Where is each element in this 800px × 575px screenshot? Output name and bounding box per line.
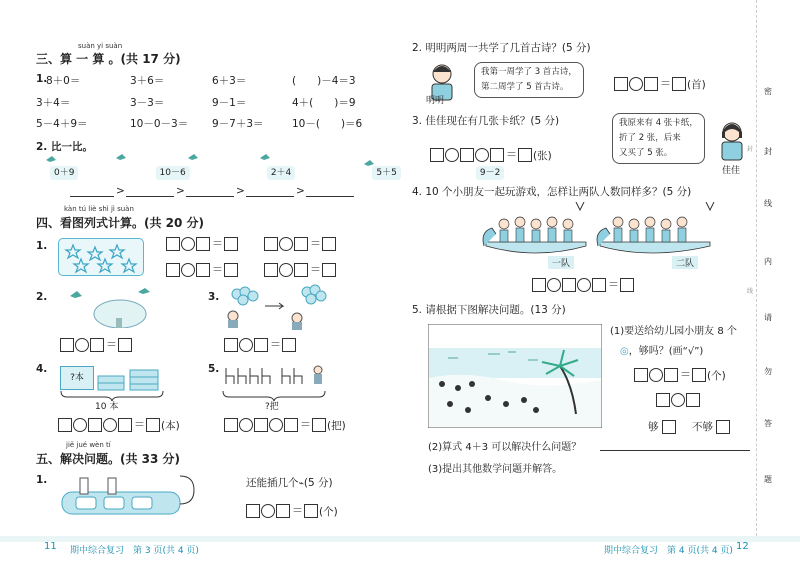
operator-circle[interactable] [239, 338, 253, 352]
answer-box[interactable] [224, 418, 238, 432]
gt-4: > [296, 185, 305, 197]
operator-circle[interactable] [261, 504, 275, 518]
side-char-1: 密 [764, 87, 772, 96]
answer-box[interactable] [294, 237, 308, 251]
p4-label: 4. [36, 363, 48, 375]
q1-r1c1: 8＋0＝ [46, 75, 81, 87]
s1-label: 1. [36, 474, 48, 486]
q1-r2c4: 4＋( )＝9 [292, 97, 356, 109]
page-num-right: 12 [736, 541, 749, 552]
q1-r2c2: 3－3＝ [130, 97, 165, 109]
dragon-boats-icon [480, 202, 720, 264]
gt-2: > [176, 185, 185, 197]
operator-circle[interactable] [269, 418, 283, 432]
r-q5-sub2: (2)算式 4＋3 可以解决什么问题？ [428, 442, 582, 453]
r-q2-bubble-line1: 我第一周学了 3 首古诗， [481, 67, 577, 77]
p5-label: 5. [208, 363, 220, 375]
answer-box[interactable] [224, 263, 238, 277]
answer-box[interactable] [118, 338, 132, 352]
side-char-8: 题 [764, 475, 772, 484]
operator-circle[interactable] [577, 278, 591, 292]
r-q4-text: 4. 10 个小朋友一起玩游戏，怎样让两队人数同样多？(5 分) [412, 186, 692, 198]
r-q5-eq2 [656, 392, 701, 407]
notenough-label: 不够 [692, 421, 713, 433]
operator-circle[interactable] [279, 237, 293, 251]
enough-option [648, 419, 676, 434]
side-char-3: 线 [764, 199, 772, 208]
operator-circle[interactable] [103, 418, 117, 432]
p2-label: 2. [36, 291, 48, 303]
side-char-2: 封 [764, 147, 772, 156]
s1-score: (5 分) [303, 477, 333, 489]
r-q3-eq: ＝ (张) [430, 147, 553, 163]
r-q2-bubble [474, 62, 584, 98]
answer-box[interactable] [224, 338, 238, 352]
r-q5-eq: ＝ (个) [634, 367, 727, 383]
team-1: 一队 [548, 256, 574, 269]
gt-3: > [236, 185, 245, 197]
answer-box[interactable] [644, 77, 658, 91]
jiajia-icon [712, 120, 752, 164]
answer-box[interactable] [166, 237, 180, 251]
compare-line [70, 182, 370, 200]
answer-box[interactable] [90, 338, 104, 352]
side-char-4: 内 [764, 257, 772, 266]
enough-label: 够 [648, 421, 659, 433]
answer-box[interactable] [284, 418, 298, 432]
tree-birds-icon [50, 288, 160, 328]
r-q2-eq: ＝ (首) [614, 76, 707, 92]
answer-box[interactable] [518, 148, 532, 162]
operator-circle[interactable] [239, 418, 253, 432]
answer-box[interactable] [490, 148, 504, 162]
operator-circle[interactable] [279, 263, 293, 277]
p4-eq: ＝ (本) [58, 417, 181, 433]
team-2: 二队 [672, 256, 698, 269]
operator-circle[interactable] [181, 263, 195, 277]
p5-total: ?把 [265, 402, 279, 412]
books-icon [96, 366, 166, 392]
page-num-left: 11 [44, 541, 57, 552]
side-char-7: 答 [764, 419, 772, 428]
answer-box[interactable] [254, 418, 268, 432]
r-q3-bubble-line2: 折了 2 张，后来 [619, 133, 681, 143]
seal-line [756, 0, 757, 536]
answer-box[interactable] [254, 338, 268, 352]
answer-box[interactable] [692, 368, 706, 382]
answer-box[interactable] [118, 418, 132, 432]
shell-icon: ◎ [620, 346, 629, 357]
answer-box[interactable] [282, 338, 296, 352]
p3-label: 3. [208, 291, 220, 303]
answer-box[interactable] [614, 77, 628, 91]
p1-eq1: ＝ [166, 236, 239, 251]
answer-box[interactable] [312, 418, 326, 432]
p3-eq: ＝ [224, 337, 297, 352]
p5-unit: (把) [327, 420, 346, 432]
kite-birds-icon [46, 154, 376, 180]
plug-icon: ⌁ [298, 479, 304, 489]
sec5-pinyin: jiě jué wèn tí [66, 441, 111, 449]
answer-box[interactable] [562, 278, 576, 292]
q1-r3c1: 5－4＋9＝ [36, 118, 88, 130]
p4-unit: (本) [161, 420, 180, 432]
p2-eq: ＝ [60, 337, 133, 352]
balloons-icon [215, 284, 335, 330]
answer-box[interactable] [686, 393, 700, 407]
sec3-pinyin: suàn yi suàn [78, 42, 123, 50]
kite-5: 9－2 [476, 166, 504, 180]
s1-unit: (个) [319, 506, 338, 518]
answer-box[interactable] [264, 263, 278, 277]
p4-box: ?本 [60, 366, 94, 390]
sub2-answer-line[interactable] [600, 450, 750, 451]
q1-r1c4: ( )－4＝3 [292, 75, 356, 87]
answer-box[interactable] [656, 393, 670, 407]
notenough-checkbox[interactable] [716, 420, 730, 434]
chairs-icon [222, 360, 332, 392]
answer-box[interactable] [58, 418, 72, 432]
q1-r3c3: 9－7＋3＝ [212, 118, 264, 130]
q1-r3c2: 10－0－3＝ [130, 118, 189, 130]
answer-box[interactable] [60, 338, 74, 352]
r-q5-text: 5. 请根据下图解决问题。(13 分) [412, 304, 566, 316]
operator-circle[interactable] [75, 338, 89, 352]
q1-r2c3: 9－1＝ [212, 97, 247, 109]
r-q5-sub1-line2-text: ，够吗？(画“√”) [628, 346, 704, 357]
s1-eq: ＝ (个) [246, 503, 339, 519]
answer-box[interactable] [294, 263, 308, 277]
q2-label: 2. 比一比。 [36, 141, 93, 153]
answer-box[interactable] [532, 278, 546, 292]
kite-2: 10－6 [156, 166, 190, 180]
side-small-1: 封 [746, 146, 753, 153]
r-q4-eq: ＝ [532, 277, 635, 292]
kite-3: 2＋4 [267, 166, 295, 180]
stars-box [58, 238, 144, 276]
operator-circle[interactable] [629, 77, 643, 91]
r-q2-name: 明明 [426, 96, 445, 106]
r-q3-unit: (张) [533, 150, 552, 162]
answer-box[interactable] [196, 237, 210, 251]
gt-1: > [116, 185, 125, 197]
answer-box[interactable] [620, 278, 634, 292]
side-char-5: 请 [764, 313, 772, 322]
q1-r1c2: 3＋6＝ [130, 75, 165, 87]
answer-box[interactable] [246, 504, 260, 518]
answer-box[interactable] [166, 263, 180, 277]
r-q3-text: 3. 佳佳现在有几张卡纸？(5 分) [412, 115, 560, 127]
answer-box[interactable] [634, 368, 648, 382]
notenough-option [692, 419, 730, 434]
footer-band [0, 536, 800, 542]
r-q3-bubble-line3: 又买了 5 张。 [619, 148, 673, 158]
p5-eq: ＝ (把) [224, 417, 347, 433]
answer-box[interactable] [304, 504, 318, 518]
sec5-title: 五、解决问题。(共 33 分) [36, 452, 181, 466]
operator-circle[interactable] [445, 148, 459, 162]
r-q2-unit: (首) [687, 79, 706, 91]
power-strip-icon [58, 470, 198, 528]
answer-box[interactable] [88, 418, 102, 432]
operator-circle[interactable] [649, 368, 663, 382]
r-q2-text: 2. 明明两周一共学了几首古诗？(5 分) [412, 42, 591, 54]
answer-box[interactable] [592, 278, 606, 292]
kite-1: 0＋9 [50, 166, 78, 180]
operator-circle[interactable] [671, 393, 685, 407]
answer-box[interactable] [276, 504, 290, 518]
answer-box[interactable] [460, 148, 474, 162]
answer-box[interactable] [146, 418, 160, 432]
answer-box[interactable] [224, 237, 238, 251]
p4-total: 10 本 [95, 402, 119, 412]
q1-r3c4: 10－( )＝6 [292, 118, 363, 130]
answer-box[interactable] [430, 148, 444, 162]
kite-4: 5＋5 [372, 166, 400, 180]
operator-circle[interactable] [475, 148, 489, 162]
answer-box[interactable] [322, 237, 336, 251]
s1-question-text: 还能插几个 [246, 477, 299, 489]
p1-eq2: ＝ [264, 236, 337, 251]
r-q5-sub1-line1: (1)要送给幼儿园小朋友 8 个 [610, 326, 737, 337]
answer-box[interactable] [672, 77, 686, 91]
beach-scene-icon [428, 324, 602, 428]
s1-question [246, 475, 333, 490]
sec3-title: 三、算 一 算 。(共 17 分) [36, 52, 181, 66]
side-small-2: 线 [746, 288, 753, 295]
p1-eq4: ＝ [264, 262, 337, 277]
r-q5-unit: (个) [707, 370, 726, 382]
q1-label: 1. [36, 73, 48, 85]
enough-checkbox[interactable] [662, 420, 676, 434]
r-q3-name: 佳佳 [722, 166, 741, 176]
sec4-title: 四、看图列式计算。(共 20 分) [36, 216, 205, 230]
footer-right: 期中综合复习 第 4 页(共 4 页) [604, 546, 733, 556]
answer-box[interactable] [264, 237, 278, 251]
q1-r2c1: 3＋4＝ [36, 97, 71, 109]
star-icons [59, 239, 143, 275]
operator-circle[interactable] [181, 237, 195, 251]
p1-eq3: ＝ [166, 262, 239, 277]
answer-box[interactable] [322, 263, 336, 277]
r-q5-sub1-line2 [620, 342, 703, 357]
r-q3-bubble-line1: 我原来有 4 张卡纸， [619, 118, 698, 128]
r-q3-bubble [612, 113, 705, 164]
answer-box[interactable] [196, 263, 210, 277]
p1-label: 1. [36, 240, 48, 252]
r-q2-bubble-line2: 第二周学了 5 首古诗。 [481, 82, 569, 92]
answer-box[interactable] [664, 368, 678, 382]
operator-circle[interactable] [73, 418, 87, 432]
side-char-6: 勿 [764, 367, 772, 376]
operator-circle[interactable] [547, 278, 561, 292]
sec4-pinyin: kàn tú liè shì jì suàn [64, 205, 134, 213]
r-q5-sub3: (3)提出其他数学问题并解答。 [428, 464, 563, 475]
footer-left: 期中综合复习 第 3 页(共 4 页) [70, 546, 199, 556]
q1-r1c3: 6＋3＝ [212, 75, 247, 87]
